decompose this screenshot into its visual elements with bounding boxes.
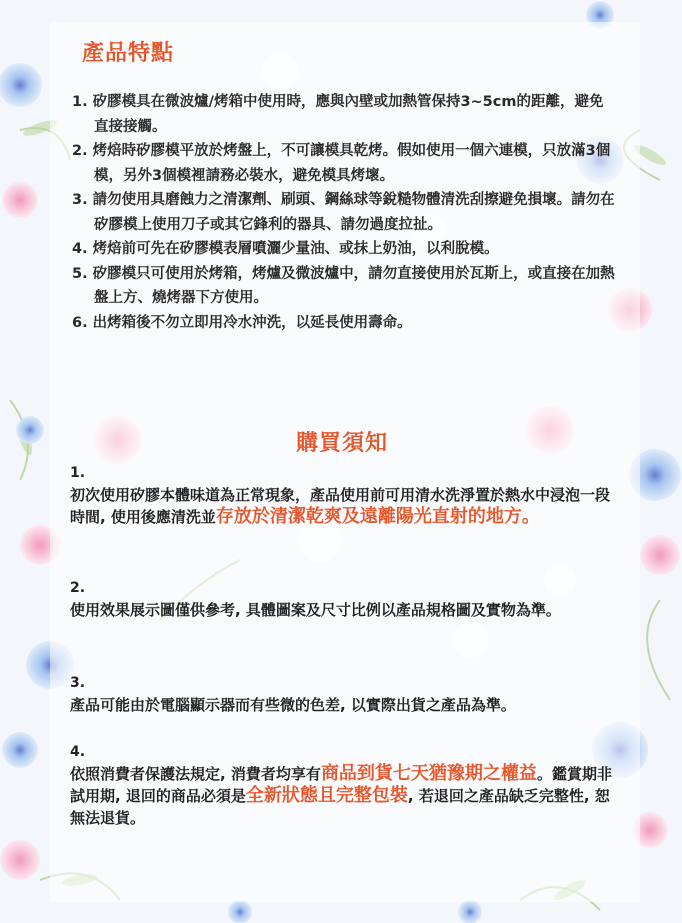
notice-text <box>70 484 622 528</box>
features-title: 產品特點 <box>82 41 175 66</box>
notice-text-body-2: 。鑑賞期非試用期, 退回的商品必須是 <box>70 765 612 805</box>
feature-item-6: 6. 出烤箱後不勿立即用冷水沖洗，以延長使用壽命。 <box>72 314 412 331</box>
feature-item-2: 2. 烤焙時矽膠模平放於烤盤上，不可讓模具乾烤。假如使用一個六連模，只放滿3個模，另外3個模裡請務必裝水，避免模具烤壞。 <box>72 143 611 184</box>
notice-highlight: 存放於清潔乾爽及遠離陽光直射的地方 <box>215 506 522 527</box>
notice-text <box>70 763 622 829</box>
notice-item-4 <box>70 741 622 855</box>
notice-number: 3. <box>70 675 86 691</box>
notice-highlight-2: 全新狀態且完整包裝 <box>245 785 408 806</box>
notice-item-2 <box>70 577 622 647</box>
feature-item-1: 1. 矽膠模具在微波爐/烤箱中使用時，應與內壁或加熱管保持3~5cm的距離，避免直接接觸。 <box>72 94 604 135</box>
notice-tail: , 若退回之產品缺乏完整性, 恕無法退貨。 <box>70 787 610 827</box>
notice-number: 4. <box>70 744 86 760</box>
feature-item-4: 4. 烤焙前可先在矽膠模表層噴灑少量油、或抹上奶油，以利脫模。 <box>72 241 499 257</box>
notice-tail: 。 <box>521 506 540 527</box>
notice-text-body: 依照消費者保護法規定, 消費者均享有 <box>70 765 321 783</box>
notice-text: 使用效果展示圖僅供參考, 具體圖案及尺寸比例以產品規格圖及實物為準。 <box>70 601 561 619</box>
notice-item-3 <box>70 672 622 742</box>
features-list <box>72 90 617 335</box>
feature-item-3: 3. 請勿使用具磨蝕力之清潔劑、刷頭、鋼絲球等銳糙物體清洗刮擦避免損壞。請勿在矽膠模上使用刀子或其它鋒利的器具、請勿過度拉扯。 <box>72 192 615 233</box>
notice-text: 產品可能由於電腦顯示器而有些微的色差, 以實際出貨之產品為準。 <box>70 696 516 714</box>
notice-highlight: 商品到貨七天猶豫期之權益 <box>320 763 537 784</box>
notice-text-body: 初次使用矽膠本體味道為正常現象，產品使用前可用清水洗淨置於熱水中浸泡一段時間, 使用後應清洗並 <box>70 486 611 526</box>
notice-number: 2. <box>70 580 86 596</box>
feature-item-5: 5. 矽膠模只可使用於烤箱，烤爐及微波爐中，請勿直接使用於瓦斯上，或直接在加熱盤上方、燒烤器下方使用。 <box>72 265 615 306</box>
notice-number: 1. <box>70 465 86 481</box>
notice-title: 購買須知 <box>296 431 389 456</box>
notice-item-1 <box>70 462 622 554</box>
